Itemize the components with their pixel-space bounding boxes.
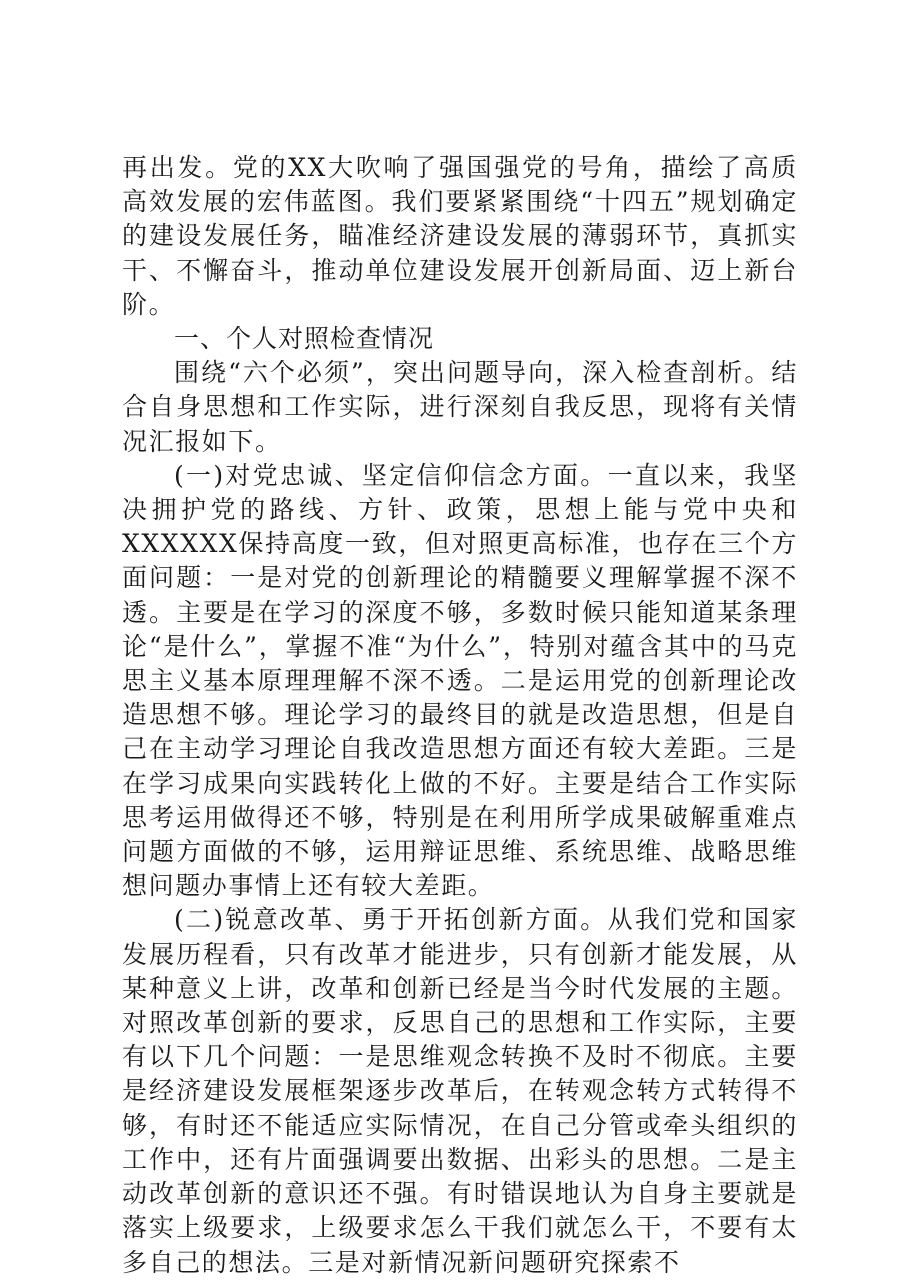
paragraph-continuation: 再出发。党的XX大吹响了强国强党的号角，描绘了高质高效发展的宏伟蓝图。我们要紧紧围绕“十四五”规划确定的建设发展任务，瞄准经济建设发展的薄弱环节，真抓实干、不懈奋斗，推动单位建设发展开创新局面、迈上新台阶。 <box>122 153 798 319</box>
paragraph-intro: 围绕“六个必须”，突出问题导向，深入检查剖析。结合自身思想和工作实际，进行深刻自我反思，现将有关情况汇报如下。 <box>122 358 798 456</box>
document-body <box>122 151 798 1280</box>
paragraph-section-two: (二)锐意改革、勇于开拓创新方面。从我们党和国家发展历程看，只有改革才能进步，只有创新才能发展，从某种意义上讲，改革和创新已经是当今时代发展的主题。对照改革创新的要求，反思自己的思想和工作实际，主要有以下几个问题：一是思维观念转换不及时不彻底。主要是经济建设发展框架逐步改革后，在转观念转方式转得不够，有时还不能适应实际情况，在自己分管或牵头组织的工作中，还有片面强调要出数据、出彩头的思想。二是主动改革创新的意识还不强。有时错误地认为自身主要就是落实上级要求，上级要求怎么干我们就怎么干，不要有太多自己的想法。三是对新情况新问题研究探索不 <box>122 905 798 1277</box>
section-heading: 一、个人对照检查情况 <box>174 324 435 354</box>
paragraph-section-one: (一)对党忠诚、坚定信仰信念方面。一直以来，我坚决拥护党的路线、方针、政策，思想上能与党中央和XXXXXX保持高度一致，但对照更高标准，也存在三个方面问题：一是对党的创新理论的精髓要义理解掌握不深不透。主要是在学习的深度不够，多数时候只能知道某条理论“是什么”，掌握不准“为什么”，特别对蕴含其中的马克思主义基本原理理解不深不透。二是运用党的创新理论改造思想不够。理论学习的最终目的就是改造思想，但是自己在主动学习理论自我改造思想方面还有较大差距。三是在学习成果向实践转化上做的不好。主要是结合工作实际思考运用做得还不够，特别是在利用所学成果破解重难点问题方面做的不够，运用辩证思维、系统思维、战略思维想问题办事情上还有较大差距。 <box>122 460 798 901</box>
